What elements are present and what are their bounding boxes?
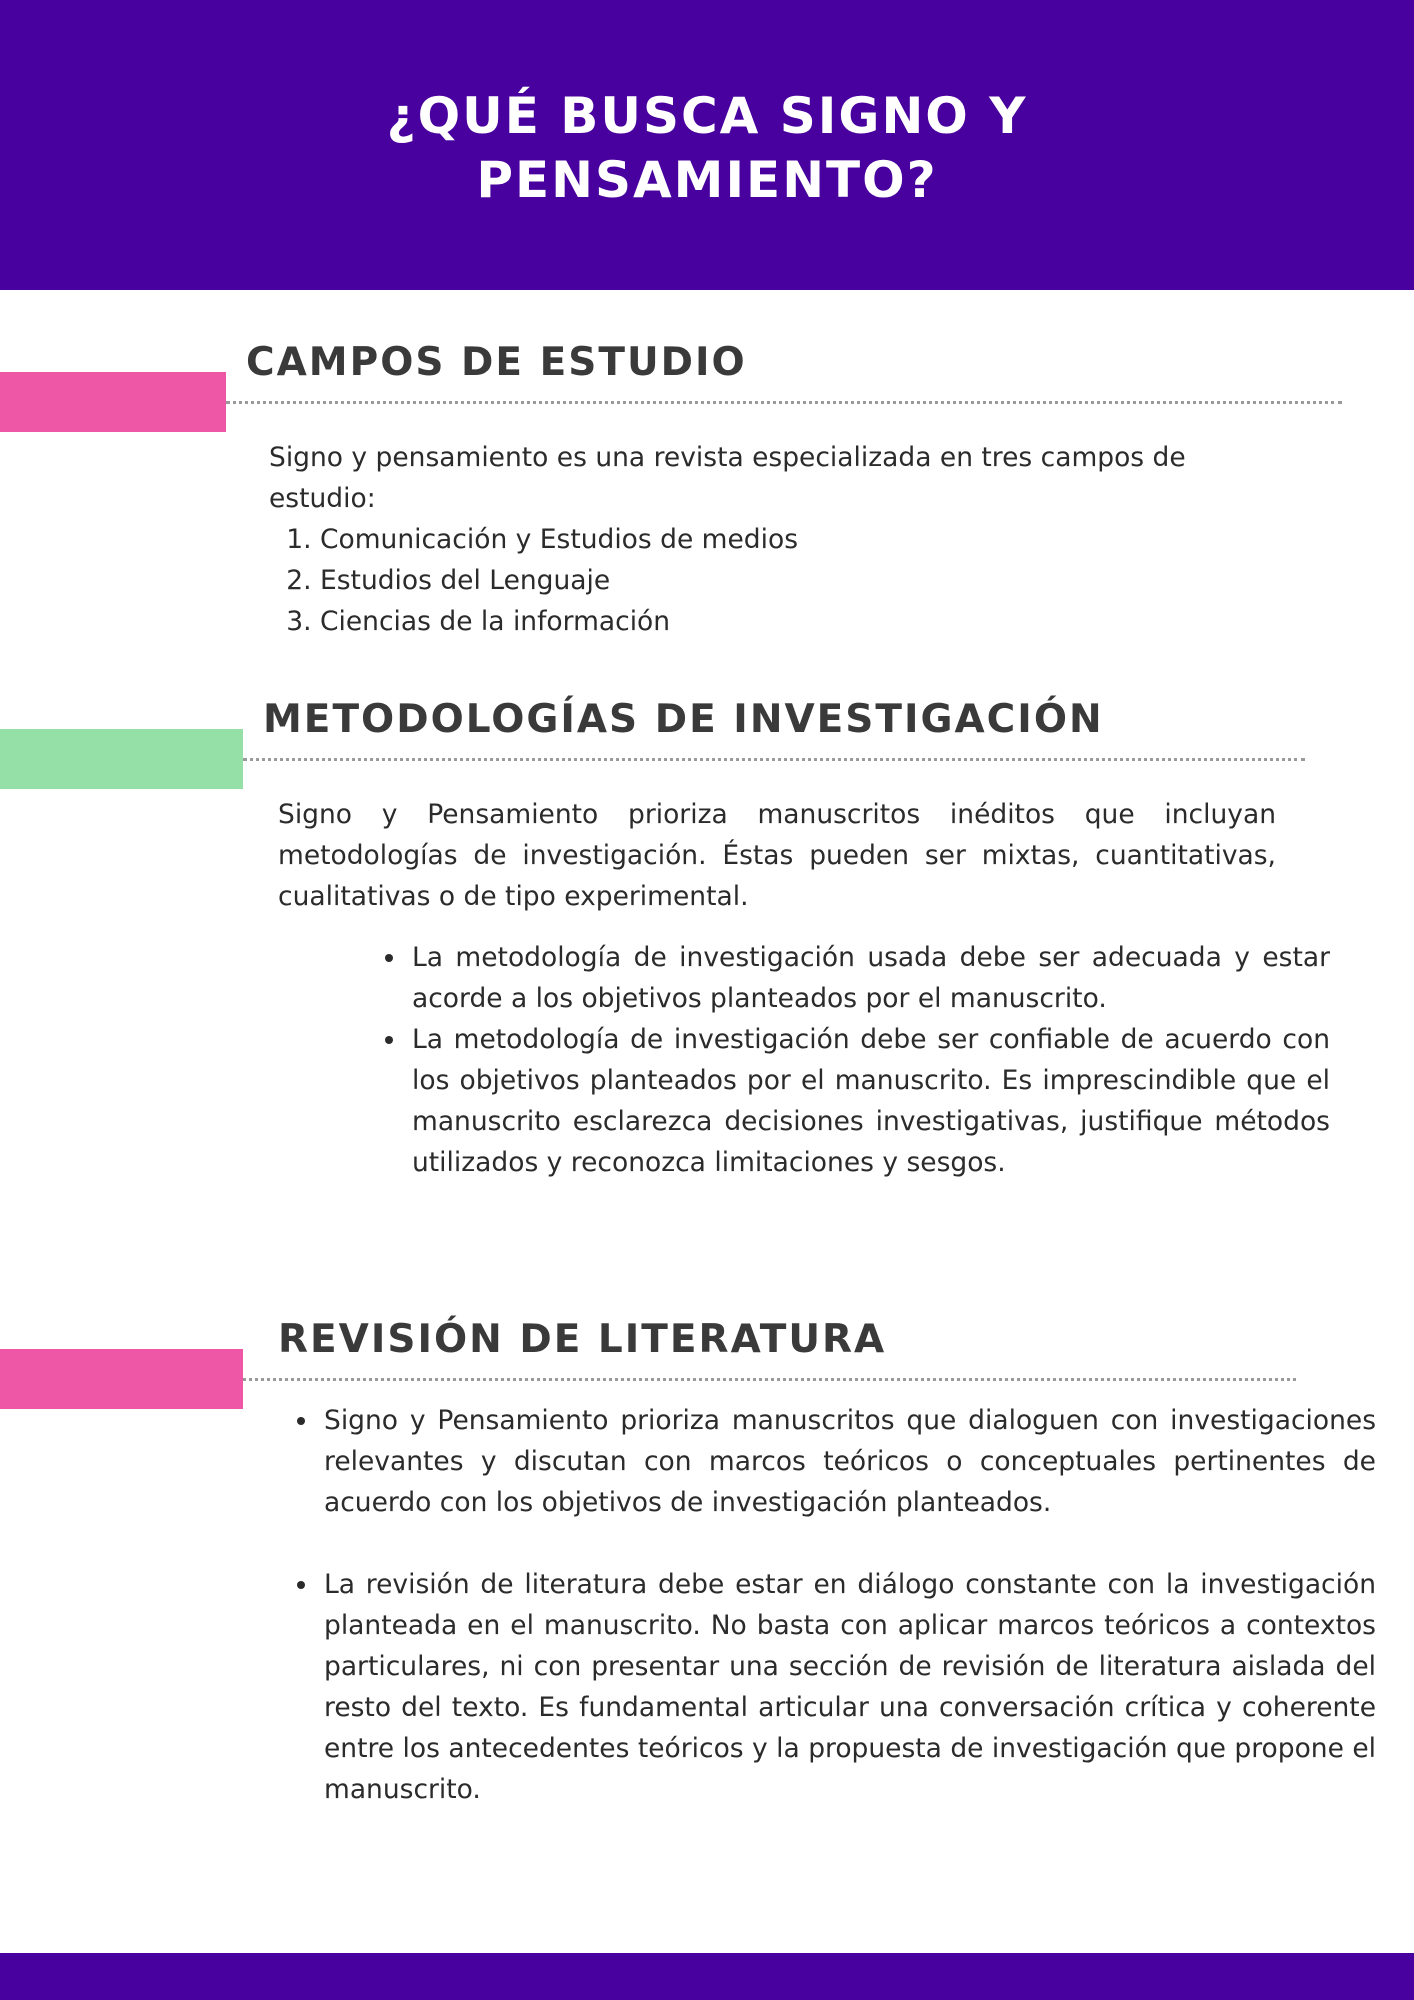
metodologias-intro: Signo y Pensamiento prioriza manuscritos inéditos que incluyan metodologías de investigación. Éstas pueden ser mixtas, cuantitativas, cualitativas o de tipo experimental. — [278, 799, 1276, 912]
list-item: • Signo y Pensamiento prioriza manuscritos que dialoguen con investigaciones relevantes y discutan con marcos teóricos o conceptuales pertinentes de acuerdo con los objetivos de investigación planteados. — [320, 1400, 1376, 1523]
list-item: 2. Estudios del Lenguaje — [320, 560, 1220, 601]
dotted-divider — [243, 1378, 1296, 1381]
section-heading-campos: CAMPOS DE ESTUDIO — [246, 340, 747, 385]
accent-bar-green — [0, 729, 243, 789]
revision-list — [280, 1400, 1376, 1810]
accent-bar-pink — [0, 372, 226, 432]
metodologias-list — [368, 937, 1330, 1183]
section-heading-revision: REVISIÓN DE LITERATURA — [278, 1317, 887, 1362]
accent-bar-pink — [0, 1349, 243, 1409]
list-item: • La metodología de investigación usada debe ser adecuada y estar acorde a los objetivos planteados por el manuscrito. — [408, 937, 1330, 1019]
dotted-divider — [226, 401, 1342, 404]
campos-intro: Signo y pensamiento es una revista especializada en tres campos de estudio: — [269, 442, 1186, 514]
dotted-divider — [243, 758, 1305, 761]
section-heading-metodologias: METODOLOGÍAS DE INVESTIGACIÓN — [263, 697, 1104, 742]
list-item: • La metodología de investigación debe ser confiable de acuerdo con los objetivos planteados por el manuscrito. Es imprescindible que el manuscrito esclarezca decisiones investigativas, justifique métodos utilizados y reconozca limitaciones y sesgos. — [408, 1019, 1330, 1183]
list-item: 3. Ciencias de la información — [320, 601, 1220, 642]
campos-list — [270, 519, 1220, 642]
list-item: 1. Comunicación y Estudios de medios — [320, 519, 1220, 560]
header-banner — [0, 0, 1414, 290]
page-title: ¿QUÉ BUSCA SIGNO Y PENSAMIENTO? — [386, 87, 1028, 209]
list-item: • La revisión de literatura debe estar en diálogo constante con la investigación planteada en el manuscrito. No basta con aplicar marcos teóricos a contextos particulares, ni con presentar una sección de revisión de literatura aislada del resto del texto. Es fundamental articular una conversación crítica y coherente entre los antecedentes teóricos y la propuesta de investigación que propone el manuscrito. — [320, 1564, 1376, 1810]
footer-bar — [0, 1953, 1414, 2000]
